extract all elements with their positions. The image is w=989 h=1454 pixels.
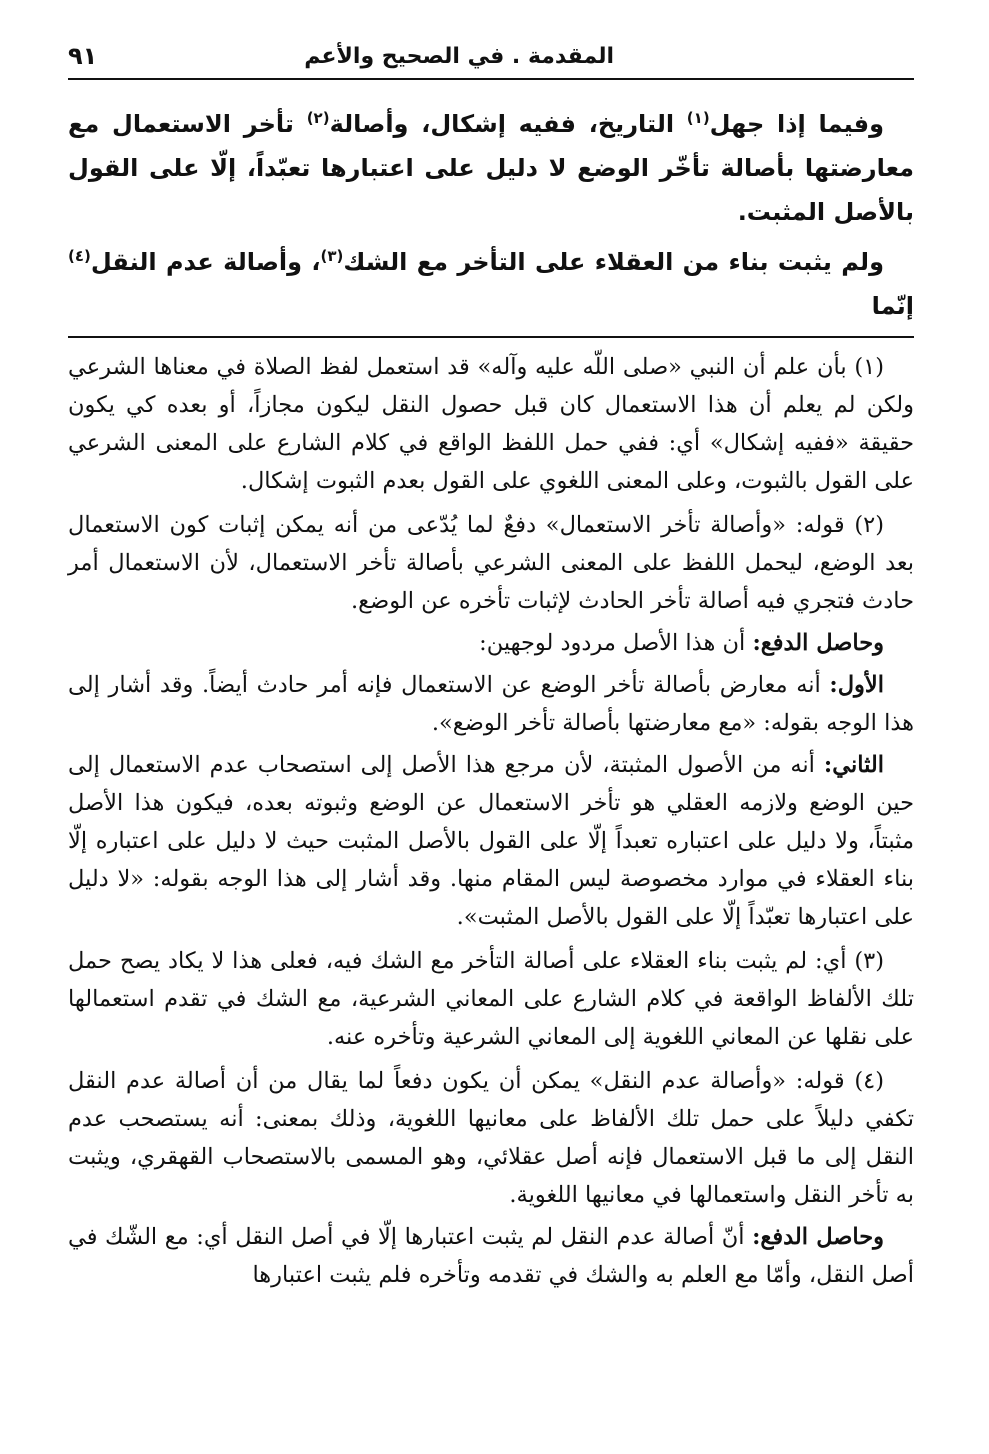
second-text: أنه من الأصول المثبتة، لأن مرجع هذا الأصل إلى استصحاب عدم الاستعمال إلى حين الوضع ولازمه العقلي هو تأخر الاستعمال عن الوضع وثبوته بعده، فيكون هذا الأصل مثبتاً، ولا دليل على اعتباره تعبداً إلّا على القول بالأصل المثبت حيث لا دليل على اعتباره إلّا بناء العقلاء في موارد مخصوصة ليس المقام منها. وقد أشار إلى هذا الوجه بقوله: «لا دليل على اعتبارها تعبّداً إلّا على القول بالأصل المثبت». bbox=[68, 752, 914, 930]
footnote-2-summary bbox=[68, 624, 914, 662]
running-title: المقدمة . في الصحيح والأعم bbox=[304, 44, 614, 69]
main-text-segment: التاريخ، ففيه إشكال، وأصالة bbox=[329, 110, 687, 138]
footnotes bbox=[68, 348, 914, 1294]
summary-text: أن هذا الأصل مردود لوجهين: bbox=[479, 630, 753, 656]
footnote-separator bbox=[68, 336, 914, 338]
book-page bbox=[68, 36, 914, 1436]
main-text-segment: إنّما bbox=[871, 292, 914, 320]
main-text-segment: تأخر الاستعمال مع معارضتها بأصالة تأخّر الوضع لا دليل على اعتبارها تعبّداً، إلّا على القول بالأصل المثبت. bbox=[68, 110, 914, 226]
page-header bbox=[68, 36, 914, 80]
footnote-4-summary bbox=[68, 1218, 914, 1294]
footnote-ref-1: (١) bbox=[686, 109, 710, 127]
main-text bbox=[68, 80, 914, 336]
main-text-segment: ، وأصالة عدم النقل bbox=[90, 248, 321, 276]
footnote-2-second bbox=[68, 746, 914, 936]
footnote-2-first bbox=[68, 666, 914, 742]
footnote-3: (٣) أي: لم يثبت بناء العقلاء على أصالة التأخر مع الشك فيه، فعلى هذا لا يكاد يصح حمل تلك الألفاظ الواقعة في كلام الشارع على المعاني الشرعية، مع الشك في تقدم استعمالها على نقلها عن المعاني اللغوية إلى المعاني الشرعية وتأخره عنه. bbox=[68, 948, 914, 1050]
main-text-segment: ولم يثبت بناء من العقلاء على التأخر مع الشك bbox=[343, 248, 884, 276]
summary-lead: وحاصل الدفع: bbox=[752, 1224, 885, 1250]
footnote-1: (١) بأن علم أن النبي «صلى اللّه عليه وآله» قد استعمل لفظ الصلاة في معناها الشرعي ولكن لم يعلم أن هذا الاستعمال كان قبل حصول النقل ليكون مجازاً، أو بعده كي يكون حقيقة «ففيه إشكال» أي: ففي حمل اللفظ الواقع في كلام الشارع على المعنى الشرعي على القول بالثبوت، وعلى المعنى اللغوي على القول بعدم الثبوت إشكال. bbox=[68, 354, 914, 494]
main-paragraph bbox=[68, 96, 914, 234]
main-text-segment: وفيما إذا جهل bbox=[709, 110, 885, 138]
second-lead: الثاني: bbox=[823, 752, 884, 778]
summary-lead: وحاصل الدفع: bbox=[752, 630, 884, 656]
first-lead: الأول: bbox=[829, 672, 884, 698]
summary-text: أنّ أصالة عدم النقل لم يثبت اعتبارها إلّا في أصل النقل أي: مع الشّك في أصل النقل، وأمّا مع العلم به والشك في تقدمه وتأخره فلم يثبت اعتبارها bbox=[68, 1224, 914, 1288]
first-text: أنه معارض بأصالة تأخر الوضع عن الاستعمال فإنه أمر حادث أيضاً. وقد أشار إلى هذا الوجه بقوله: «مع معارضتها بأصالة تأخر الوضع». bbox=[68, 672, 914, 736]
main-paragraph bbox=[68, 234, 914, 328]
footnote-ref-2: (٢) bbox=[306, 109, 330, 127]
footnote-ref-3: (٣) bbox=[320, 247, 344, 265]
footnote-4: (٤) قوله: «وأصالة عدم النقل» يمكن أن يكون دفعاً لما يقال من أن أصالة عدم النقل تكفي دليلاً على حمل تلك الألفاظ على معانيها اللغوية، وذلك بمعنى: أنه يستصحب عدم النقل إلى ما قبل الاستعمال فإنه أصل عقلائي، وهو المسمى بالاستصحاب القهقري، ويثبت به تأخر النقل واستعمالها في معانيها اللغوية. bbox=[68, 1068, 914, 1208]
footnote-ref-4: (٤) bbox=[68, 247, 91, 265]
page-number: ٩١ bbox=[68, 42, 98, 70]
footnote-2: (٢) قوله: «وأصالة تأخر الاستعمال» دفعٌ لما يُدّعى من أنه يمكن إثبات كون الاستعمال بعد الوضع، ليحمل اللفظ على المعنى الشرعي بأصالة تأخر الاستعمال، لأن الاستعمال أمر حادث فتجري فيه أصالة تأخر الحادث لإثبات تأخره عن الوضع. bbox=[68, 512, 914, 614]
